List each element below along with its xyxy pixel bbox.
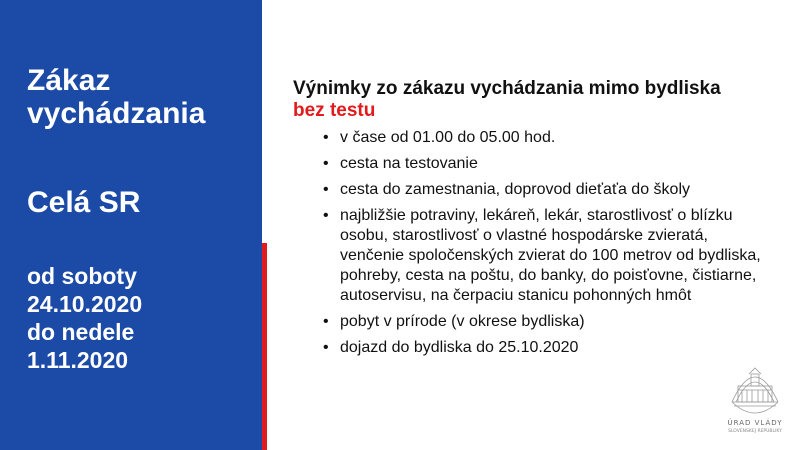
- date-range: [27, 262, 142, 374]
- list-item: • najbližšie potraviny, lekáreň, lekár, starostlivosť o blízku osobu, starostlivosť o vlastné hospodárske zvieratá, venčenie spoločenských zvierat do 100 metrov od bydliska, pohreby, cesta na poštu, do banky, do poisťovne, čistiarne, autoservisu, na čerpaciu stanicu pohonných hmôt: [323, 206, 763, 306]
- exceptions-list: [293, 128, 763, 358]
- date-line-1: od soboty: [27, 263, 137, 289]
- flag-stripe-red: [262, 243, 267, 450]
- date-line-2: 24.10.2020: [27, 291, 143, 317]
- list-item: • cesta do zamestnania, doprovod dieťaťa do školy: [323, 180, 763, 200]
- date-line-4: 1.11.2020: [27, 347, 129, 373]
- curfew-title-line-2: vychádzania: [27, 97, 206, 130]
- list-item: • cesta na testovanie: [323, 154, 763, 174]
- exceptions-section: [293, 77, 793, 364]
- emblem-main-text: ÚRAD VLÁDY: [727, 419, 783, 427]
- curfew-title: [27, 64, 205, 130]
- date-line-3: do nedele: [27, 319, 135, 345]
- curfew-title-line-1: Zákaz: [27, 64, 111, 97]
- emblem-sub-text: SLOVENSKEJ REPUBLIKY: [728, 429, 782, 434]
- exceptions-heading-red: bez testu: [293, 100, 376, 121]
- list-item: • dojazd do bydliska do 25.10.2020: [323, 338, 763, 358]
- region-label: Celá SR: [27, 186, 141, 219]
- list-item: • v čase od 01.00 do 05.00 hod.: [323, 128, 763, 148]
- list-item: • pobyt v prírode (v okrese bydliska): [323, 312, 763, 332]
- exceptions-heading: Výnimky zo zákazu vychádzania mimo bydliska: [293, 78, 721, 99]
